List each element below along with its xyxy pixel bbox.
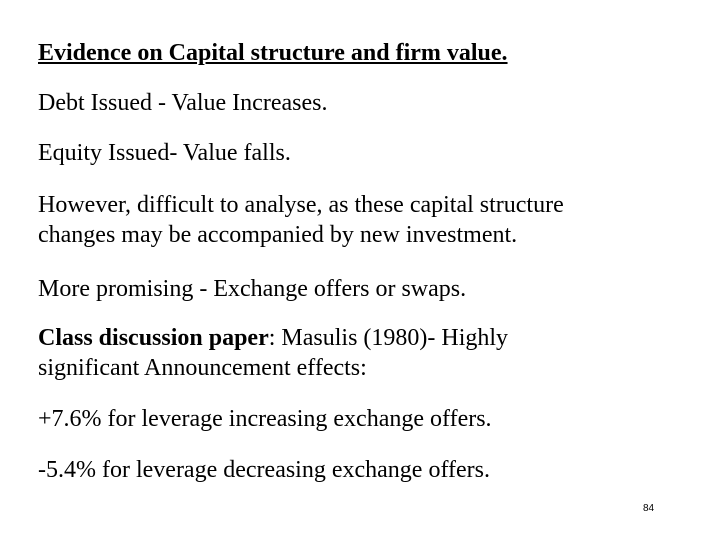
leverage-increasing-text: +7.6% for leverage increasing exchange offers.: [38, 406, 492, 432]
class-discussion-line-1: [38, 323, 508, 353]
leverage-decreasing-text: -5.4% for leverage decreasing exchange offers.: [38, 457, 490, 483]
page-number: 84: [643, 503, 655, 514]
class-discussion-citation: : Masulis (1980)- Highly: [268, 325, 509, 351]
more-promising-text: More promising - Exchange offers or swaps.: [38, 276, 467, 302]
slide-title: Evidence on Capital structure and firm value.: [38, 40, 508, 66]
however-line-1: However, difficult to analyse, as these capital structure: [38, 192, 564, 218]
debt-issued-text: Debt Issued - Value Increases.: [38, 90, 328, 116]
however-paragraph: [38, 190, 564, 250]
class-discussion-line-2: significant Announcement effects:: [38, 355, 367, 381]
class-discussion-label: Class discussion paper: [38, 325, 269, 351]
equity-issued-text: Equity Issued- Value falls.: [38, 140, 291, 166]
however-line-2: changes may be accompanied by new investment.: [38, 222, 518, 248]
class-discussion-paragraph: [38, 323, 508, 383]
